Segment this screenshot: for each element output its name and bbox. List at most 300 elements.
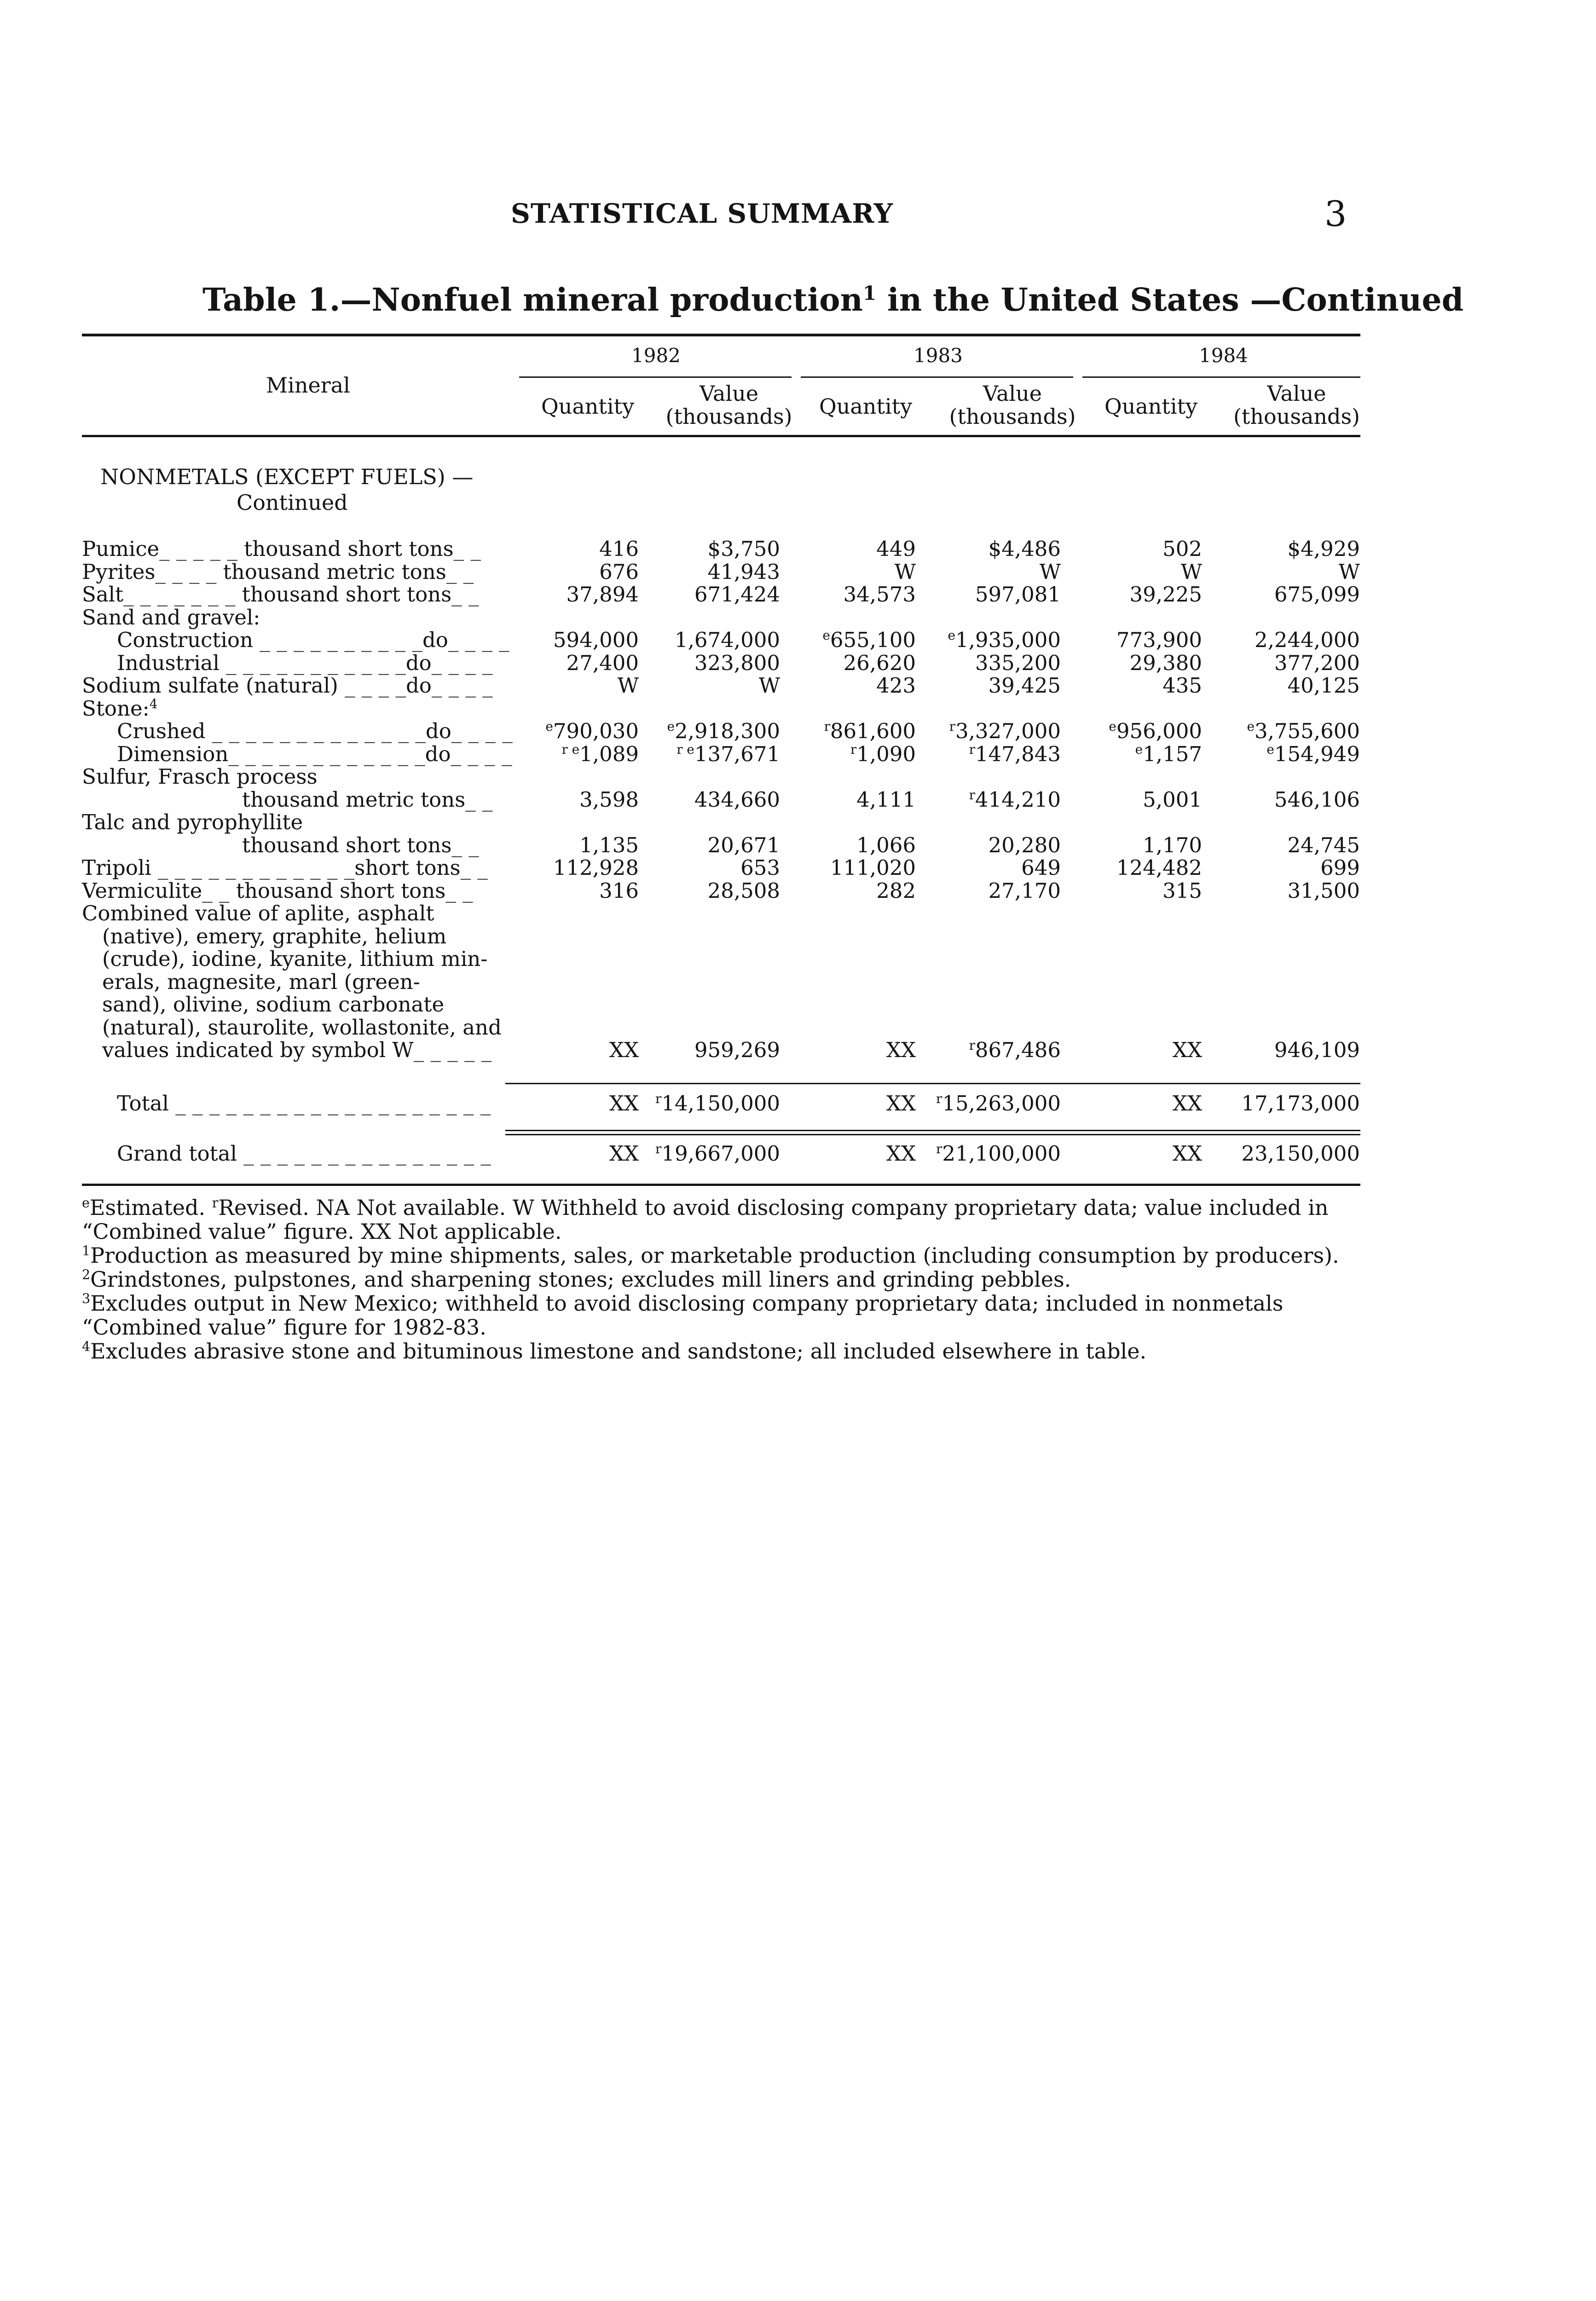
- cell-value: 649: [1021, 856, 1061, 880]
- cell-value: 5,001: [1143, 787, 1202, 812]
- year-1984-rule: [1082, 376, 1360, 378]
- cell-value: 147,843: [975, 742, 1061, 766]
- section-heading: [100, 464, 473, 515]
- cell-row-5-col-6: [1222, 652, 1360, 675]
- cell-note-marker: r: [949, 719, 955, 734]
- cell-row-2-col-4: [923, 583, 1061, 606]
- cell-value: 1,674,000: [674, 628, 780, 652]
- cell-note-marker: e: [1247, 719, 1255, 734]
- row-label-20: [82, 993, 505, 1016]
- cell-row-5-col-3: [778, 652, 916, 675]
- row-label-text: Pyrites_ _ _ _ thousand metric tons_ _: [82, 560, 474, 584]
- row-label-0: [82, 538, 505, 561]
- footnotes: [82, 1196, 1361, 1363]
- cell-row-6-col-4: [923, 674, 1061, 697]
- cell-note-marker: r e: [561, 742, 580, 757]
- value-unit-label: (thousands): [665, 404, 792, 429]
- cell-row-9-col-1: [501, 743, 639, 766]
- cell-note-marker: e: [545, 719, 553, 734]
- cell-value: 1,170: [1143, 833, 1202, 857]
- row-label-text: Construction _ _ _ _ _ _ _ _ _ _do_ _ _ _: [117, 628, 509, 652]
- cell-value: 26,620: [843, 651, 916, 675]
- cell-value: XX: [1172, 1141, 1202, 1166]
- cell-row-6-col-2: [642, 674, 780, 697]
- cell-row-5-col-4: [923, 652, 1061, 675]
- cell-value: 1,935,000: [955, 628, 1061, 652]
- row-label-text: Sand and gravel:: [82, 605, 260, 630]
- cell-value: 434,660: [694, 787, 780, 812]
- cell-row-6-col-1: [501, 674, 639, 697]
- cell-row-15-col-4: [923, 879, 1061, 902]
- cell-row-5-col-1: [501, 652, 639, 675]
- cell-grand_total-col-3: [778, 1142, 916, 1165]
- cell-row-0-col-6: [1222, 538, 1360, 561]
- cell-row-6-col-3: [778, 674, 916, 697]
- cell-row-6-col-5: [1064, 674, 1202, 697]
- cell-row-2-col-5: [1064, 583, 1202, 606]
- column-header-year-1984: 1984: [1199, 344, 1248, 367]
- cell-value: 546,106: [1274, 787, 1360, 812]
- cell-row-22-col-5: [1064, 1039, 1202, 1062]
- cell-row-5-col-2: [642, 652, 780, 675]
- cell-row-2-col-1: [501, 583, 639, 606]
- cell-value: 1,089: [579, 742, 639, 766]
- cell-row-1-col-3: [778, 561, 916, 584]
- cell-value: 21,100,000: [942, 1141, 1061, 1166]
- cell-row-11-col-6: [1222, 788, 1360, 811]
- cell-value: 861,600: [830, 719, 916, 743]
- cell-note-marker: r e: [677, 742, 694, 757]
- value-label: Value: [700, 381, 758, 406]
- header-bottom-rule: [82, 435, 1360, 437]
- cell-value: 31,500: [1287, 879, 1360, 903]
- cell-row-0-col-2: [642, 538, 780, 561]
- footnote-marker: r: [212, 1195, 219, 1211]
- row-label-text: thousand short tons_ _: [242, 833, 479, 857]
- cell-row-15-col-1: [501, 879, 639, 902]
- cell-note-marker: e: [822, 628, 830, 643]
- cell-value: 1,066: [856, 833, 916, 857]
- row-label-text: Vermiculite_ _ thousand short tons_ _: [82, 879, 473, 903]
- cell-row-1-col-4: [923, 561, 1061, 584]
- cell-value: 27,400: [566, 651, 639, 675]
- row-label-text: Combined value of aplite, asphalt: [82, 901, 434, 925]
- cell-value: 37,894: [566, 582, 639, 607]
- cell-row-13-col-6: [1222, 834, 1360, 857]
- cell-value: 959,269: [694, 1038, 780, 1062]
- cell-note-marker: r: [936, 1141, 943, 1156]
- row-label-1: [82, 561, 505, 584]
- cell-row-15-col-5: [1064, 879, 1202, 902]
- cell-row-11-col-2: [642, 788, 780, 811]
- cell-grand_total-col-1: [501, 1142, 639, 1165]
- row-label-8: [82, 719, 513, 743]
- cell-value: 29,380: [1129, 651, 1202, 675]
- cell-value: 154,949: [1274, 742, 1360, 766]
- table-title-rest: in the United States —Continued: [876, 282, 1464, 318]
- value-label: Value: [1267, 381, 1326, 406]
- column-header-quantity-1983: Quantity: [819, 394, 913, 419]
- cell-total-col-5: [1064, 1092, 1202, 1115]
- cell-value: 315: [1162, 879, 1202, 903]
- cell-row-22-col-3: [778, 1039, 916, 1062]
- cell-value: 137,671: [694, 742, 780, 766]
- footnote-text: Production as measured by mine shipments, sales, or marketable production (including consumption by producers).: [90, 1243, 1339, 1268]
- cell-row-11-col-5: [1064, 788, 1202, 811]
- cell-row-1-col-5: [1064, 561, 1202, 584]
- cell-value: 377,200: [1274, 651, 1360, 675]
- cell-row-0-col-1: [501, 538, 639, 561]
- cell-value: XX: [609, 1091, 639, 1116]
- section-heading-line-2: Continued: [237, 490, 348, 515]
- cell-row-4-col-1: [501, 629, 639, 652]
- row-label-10: [82, 765, 505, 788]
- cell-note-marker: e: [1266, 742, 1274, 757]
- footnote-3: [82, 1291, 1361, 1339]
- cell-row-5-col-5: [1064, 652, 1202, 675]
- row-label-text: Sulfur, Frasch process: [82, 764, 318, 789]
- row-label-text: Tripoli _ _ _ _ _ _ _ _ _ _ _ _short tons_ _: [82, 856, 488, 880]
- row-label-text: thousand metric tons_ _: [242, 787, 493, 812]
- cell-value: XX: [609, 1141, 639, 1166]
- cell-row-22-col-4: [923, 1039, 1061, 1062]
- cell-value: XX: [886, 1091, 916, 1116]
- cell-value: 449: [876, 537, 916, 561]
- cell-value: $3,750: [707, 537, 780, 561]
- running-head: STATISTICAL SUMMARY: [511, 198, 893, 229]
- cell-value: XX: [609, 1038, 639, 1062]
- row-label-15: [82, 879, 505, 902]
- row-label-text: (crude), iodine, kyanite, lithium min-: [102, 947, 488, 971]
- column-header-quantity-1982: Quantity: [541, 394, 635, 419]
- cell-row-13-col-5: [1064, 834, 1202, 857]
- table-top-rule: [82, 334, 1360, 336]
- cell-row-8-col-3: [778, 720, 916, 743]
- cell-row-22-col-2: [642, 1039, 780, 1062]
- cell-value: 3,755,600: [1254, 719, 1360, 743]
- cell-value: W: [1039, 560, 1061, 584]
- cell-row-14-col-2: [642, 856, 780, 879]
- cell-value: W: [1338, 560, 1360, 584]
- cell-row-0-col-5: [1064, 538, 1202, 561]
- row-label-text: sand), olivine, sodium carbonate: [102, 992, 445, 1017]
- cell-note-marker: r: [850, 742, 857, 757]
- row-label-text: Salt_ _ _ _ _ _ _ thousand short tons_ _: [82, 582, 479, 607]
- row-label-5: [82, 652, 505, 675]
- cell-value: 17,173,000: [1241, 1091, 1360, 1116]
- row-label-text: values indicated by symbol W_ _ _ _ _: [102, 1038, 492, 1062]
- cell-value: 3,327,000: [955, 719, 1061, 743]
- cell-note-marker: r: [655, 1141, 662, 1156]
- footnote-text: Revised. NA Not available. W Withheld to avoid disclosing company proprietary data; value included in “Combined value” figure. XX Not applicable.: [82, 1195, 1329, 1244]
- row-label-grand-total: [82, 1142, 505, 1165]
- cell-value: 676: [599, 560, 639, 584]
- cell-total-col-3: [778, 1092, 916, 1115]
- row-label-text: Industrial _ _ _ _ _ _ _ _ _ _ _do_ _ _ _: [117, 651, 493, 675]
- cell-value: 15,263,000: [942, 1091, 1061, 1116]
- cell-value: 20,671: [707, 833, 780, 857]
- cell-row-11-col-3: [778, 788, 916, 811]
- cell-value: 946,109: [1274, 1038, 1360, 1062]
- cell-note-marker: r: [824, 719, 830, 734]
- cell-row-14-col-5: [1064, 856, 1202, 879]
- cell-row-14-col-3: [778, 856, 916, 879]
- row-label-3: [82, 606, 505, 629]
- cell-grand_total-col-4: [923, 1142, 1061, 1165]
- cell-value: 3,598: [579, 787, 639, 812]
- footnote-marker: 3: [82, 1291, 91, 1307]
- value-label: Value: [983, 381, 1042, 406]
- cell-value: XX: [886, 1141, 916, 1166]
- row-label-21: [82, 1016, 505, 1039]
- cell-row-8-col-6: [1222, 720, 1360, 743]
- table-title: [202, 282, 1463, 318]
- row-label-text: Pumice_ _ _ _ _ thousand short tons_ _: [82, 537, 481, 561]
- cell-row-2-col-2: [642, 583, 780, 606]
- footnote-text: Excludes output in New Mexico; withheld to avoid disclosing company proprietary data; included in nonmetals “Combined value” figure for 1982-83.: [82, 1291, 1284, 1340]
- grand-total-rule-top: [505, 1130, 1360, 1131]
- cell-value: 34,573: [843, 582, 916, 607]
- footnote-marker: 2: [82, 1267, 91, 1283]
- table-title-text: Table 1.—Nonfuel mineral production: [202, 282, 863, 318]
- cell-value: 773,900: [1116, 628, 1202, 652]
- year-1983-rule: [801, 376, 1073, 378]
- cell-value: 27,170: [988, 879, 1061, 903]
- row-label-2: [82, 583, 505, 606]
- footnote-text: Excludes abrasive stone and bituminous limestone and sandstone; all included elsewhere in table.: [90, 1339, 1147, 1364]
- cell-row-13-col-1: [501, 834, 639, 857]
- cell-value: 19,667,000: [661, 1141, 780, 1166]
- cell-value: 956,000: [1116, 719, 1202, 743]
- cell-value: 2,244,000: [1254, 628, 1360, 652]
- cell-value: 282: [876, 879, 916, 903]
- cell-value: 23,150,000: [1241, 1141, 1360, 1166]
- cell-row-9-col-4: [923, 743, 1061, 766]
- row-label-footnote-ref: 4: [149, 696, 158, 711]
- cell-row-15-col-6: [1222, 879, 1360, 902]
- cell-row-8-col-5: [1064, 720, 1202, 743]
- cell-row-2-col-3: [778, 583, 916, 606]
- cell-row-0-col-3: [778, 538, 916, 561]
- cell-value: W: [758, 673, 780, 698]
- cell-value: 111,020: [830, 856, 916, 880]
- cell-value: 40,125: [1287, 673, 1360, 698]
- cell-total-col-1: [501, 1092, 639, 1115]
- cell-value: 423: [876, 673, 916, 698]
- cell-row-11-col-1: [501, 788, 639, 811]
- cell-note-marker: e: [948, 628, 955, 643]
- cell-grand_total-col-2: [642, 1142, 780, 1165]
- cell-note-marker: r: [969, 1038, 975, 1053]
- cell-value: 124,482: [1116, 856, 1202, 880]
- row-label-text: Crushed _ _ _ _ _ _ _ _ _ _ _ _ _do_ _ _ _: [117, 719, 513, 743]
- row-label-text: erals, magnesite, marl (green-: [102, 970, 420, 994]
- cell-value: 14,150,000: [661, 1091, 780, 1116]
- row-label-text: Talc and pyrophyllite: [82, 810, 303, 834]
- cell-row-22-col-6: [1222, 1039, 1360, 1062]
- row-label-text: Grand total _ _ _ _ _ _ _ _ _ _ _ _ _ _ _: [117, 1141, 491, 1166]
- cell-row-14-col-4: [923, 856, 1061, 879]
- cell-row-14-col-6: [1222, 856, 1360, 879]
- row-label-16: [82, 902, 505, 925]
- cell-row-13-col-4: [923, 834, 1061, 857]
- footnote-4: [82, 1339, 1361, 1363]
- cell-value: XX: [886, 1038, 916, 1062]
- footnote-text: Estimated.: [89, 1195, 212, 1220]
- cell-value: W: [617, 673, 639, 698]
- row-label-text: (native), emery, graphite, helium: [102, 924, 447, 948]
- cell-row-9-col-3: [778, 743, 916, 766]
- cell-grand_total-col-6: [1222, 1142, 1360, 1165]
- cell-value: 699: [1320, 856, 1360, 880]
- column-header-value-1982: [665, 382, 793, 428]
- cell-row-9-col-5: [1064, 743, 1202, 766]
- cell-row-14-col-1: [501, 856, 639, 879]
- footnote-1: [82, 1243, 1361, 1267]
- row-label-19: [82, 971, 505, 994]
- cell-value: XX: [1172, 1091, 1202, 1116]
- row-label-6: [82, 674, 505, 697]
- value-unit-label: (thousands): [1233, 404, 1360, 429]
- cell-row-13-col-2: [642, 834, 780, 857]
- footnote-estimated-revised: [82, 1196, 1361, 1243]
- row-label-text: (natural), staurolite, wollastonite, and: [102, 1015, 502, 1040]
- cell-value: 435: [1162, 673, 1202, 698]
- cell-value: 41,943: [707, 560, 780, 584]
- row-label-18: [82, 948, 505, 971]
- cell-total-col-2: [642, 1092, 780, 1115]
- column-header-year-1983: 1983: [914, 344, 963, 367]
- cell-row-13-col-3: [778, 834, 916, 857]
- cell-row-4-col-4: [923, 629, 1061, 652]
- cell-value: 335,200: [975, 651, 1061, 675]
- grand-total-rule-bottom: [505, 1134, 1360, 1135]
- cell-row-4-col-6: [1222, 629, 1360, 652]
- cell-value: 653: [740, 856, 780, 880]
- cell-value: 597,081: [975, 582, 1061, 607]
- cell-value: 20,280: [988, 833, 1061, 857]
- cell-row-4-col-2: [642, 629, 780, 652]
- column-header-quantity-1984: Quantity: [1104, 394, 1198, 419]
- cell-value: XX: [1172, 1038, 1202, 1062]
- footnote-2: [82, 1267, 1361, 1291]
- footnote-marker: e: [82, 1195, 90, 1211]
- cell-value: 671,424: [694, 582, 780, 607]
- cell-value: 39,225: [1129, 582, 1202, 607]
- cell-value: 414,210: [975, 787, 1061, 812]
- row-label-text: Stone:: [82, 696, 150, 721]
- cell-value: 1,157: [1143, 742, 1202, 766]
- cell-value: 790,030: [553, 719, 639, 743]
- cell-value: 655,100: [830, 628, 916, 652]
- cell-row-6-col-6: [1222, 674, 1360, 697]
- row-label-17: [82, 925, 505, 948]
- cell-row-9-col-6: [1222, 743, 1360, 766]
- footnote-text: Grindstones, pulpstones, and sharpening stones; excludes mill liners and grinding pebbles.: [90, 1267, 1071, 1292]
- column-header-mineral: Mineral: [266, 373, 350, 398]
- cell-row-1-col-1: [501, 561, 639, 584]
- value-unit-label: (thousands): [949, 404, 1076, 429]
- cell-value: W: [1180, 560, 1202, 584]
- year-1982-rule: [519, 376, 792, 378]
- cell-value: 24,745: [1287, 833, 1360, 857]
- table-title-footnote-ref: 1: [862, 281, 877, 305]
- cell-row-4-col-5: [1064, 629, 1202, 652]
- cell-note-marker: e: [1109, 719, 1116, 734]
- cell-value: 675,099: [1274, 582, 1360, 607]
- row-label-13: [82, 834, 505, 857]
- cell-note-marker: r: [936, 1091, 943, 1106]
- row-label-14: [82, 856, 505, 879]
- column-header-value-1983: [948, 382, 1077, 428]
- cell-row-22-col-1: [501, 1039, 639, 1062]
- row-label-12: [82, 811, 505, 834]
- cell-note-marker: e: [667, 719, 675, 734]
- cell-value: 39,425: [988, 673, 1061, 698]
- footnote-marker: 4: [82, 1339, 91, 1354]
- row-label-9: [82, 742, 512, 766]
- row-label-text: Sodium sulfate (natural) _ _ _ _do_ _ _ _: [82, 673, 493, 698]
- row-label-4: [82, 628, 509, 652]
- row-label-11: [82, 788, 505, 811]
- cell-row-15-col-3: [778, 879, 916, 902]
- table-bottom-rule: [82, 1184, 1360, 1186]
- column-header-value-1984: [1231, 382, 1362, 428]
- cell-value: 416: [599, 537, 639, 561]
- cell-value: 4,111: [856, 787, 916, 812]
- cell-row-9-col-2: [642, 743, 780, 766]
- cell-row-11-col-4: [923, 788, 1061, 811]
- column-header-year-1982: 1982: [631, 344, 681, 367]
- cell-value: 1,090: [856, 742, 916, 766]
- page-number: 3: [1324, 193, 1347, 234]
- cell-value: 502: [1162, 537, 1202, 561]
- cell-row-8-col-1: [501, 720, 639, 743]
- cell-row-2-col-6: [1222, 583, 1360, 606]
- row-label-text: Total _ _ _ _ _ _ _ _ _ _ _ _ _ _ _ _ _ _ _: [117, 1091, 491, 1116]
- row-label-text: Dimension_ _ _ _ _ _ _ _ _ _ _ _do_ _ _ _: [117, 742, 512, 766]
- cell-row-1-col-2: [642, 561, 780, 584]
- cell-grand_total-col-5: [1064, 1142, 1202, 1165]
- cell-value: $4,486: [988, 537, 1061, 561]
- cell-note-marker: r: [655, 1091, 662, 1106]
- cell-note-marker: r: [969, 787, 975, 803]
- cell-row-0-col-4: [923, 538, 1061, 561]
- row-label-7: [82, 697, 505, 720]
- cell-value: 323,800: [694, 651, 780, 675]
- total-rule: [505, 1083, 1360, 1084]
- cell-row-8-col-4: [923, 720, 1061, 743]
- cell-value: 316: [599, 879, 639, 903]
- cell-row-4-col-3: [778, 629, 916, 652]
- cell-note-marker: r: [969, 742, 975, 757]
- cell-value: 112,928: [553, 856, 639, 880]
- cell-value: 28,508: [707, 879, 780, 903]
- cell-note-marker: e: [1135, 742, 1143, 757]
- cell-row-15-col-2: [642, 879, 780, 902]
- row-label-22: [82, 1039, 505, 1062]
- cell-row-8-col-2: [642, 720, 780, 743]
- cell-value: W: [894, 560, 916, 584]
- cell-value: 2,918,300: [674, 719, 780, 743]
- cell-total-col-4: [923, 1092, 1061, 1115]
- cell-value: 594,000: [553, 628, 639, 652]
- row-label-total: [82, 1092, 505, 1115]
- cell-row-1-col-6: [1222, 561, 1360, 584]
- cell-value: $4,929: [1287, 537, 1360, 561]
- section-heading-line-1: NONMETALS (EXCEPT FUELS) —: [100, 464, 474, 489]
- cell-value: 867,486: [975, 1038, 1061, 1062]
